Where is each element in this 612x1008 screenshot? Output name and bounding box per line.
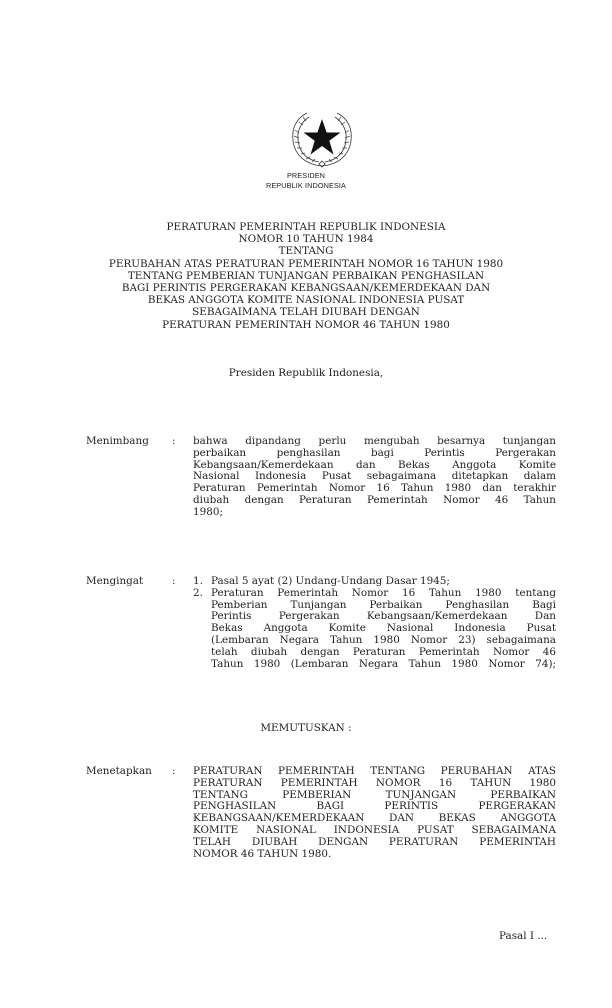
content-line: NOMOR 46 TAHUN 1980. (193, 847, 332, 860)
title-line: TENTANG (278, 245, 334, 258)
section-content (193, 436, 556, 519)
section-colon: : (172, 765, 176, 777)
content-line: PENGHASILAN BAGI PERINTIS PERGERAKAN (193, 800, 556, 813)
title-line: PERATURAN PEMERINTAH NOMOR 46 TAHUN 1980 (162, 318, 450, 331)
title-line: PERATURAN PEMERINTAH REPUBLIK INDONESIA (166, 221, 446, 233)
emblem-caption-president: PRESIDEN (286, 171, 326, 180)
section-label: Menetapkan (86, 765, 152, 777)
content-line: KOMITE NASIONAL INDONESIA PUSAT SEBAGAIMANA (193, 823, 556, 836)
section-colon: : (172, 435, 176, 447)
content-line: PERATURAN PEMERINTAH TENTANG PERUBAHAN ATAS (193, 765, 556, 777)
title-line: BAGI PERINTIS PERGERAKAN KEBANGSAAN/KEMERDEKAAN DAN (121, 282, 491, 295)
content-line: telah diubah dengan Peraturan Pemerintah Nomor 46 (211, 645, 556, 658)
section-label: Menimbang (86, 435, 149, 447)
document-title (60, 221, 552, 331)
content-line: perbaikan penghasilan bagi Perintis Pergerakan (193, 446, 556, 459)
section-content (193, 766, 556, 860)
emblem-caption-republic: REPUBLIK INDONESIA (265, 181, 347, 190)
content-line: TENTANG PEMBERIAN TUNJANGAN PERBAIKAN (193, 788, 556, 801)
section-label: Mengingat (86, 575, 144, 587)
content-line: Tahun 1980 (Lembaran Negara Tahun 1980 Nomor 74); (211, 657, 556, 670)
content-line: (Lembaran Negara Tahun 1980 Nomor 23) sebagaimana (211, 633, 556, 646)
president-line: Presiden Republik Indonesia, (228, 367, 384, 379)
content-line: TELAH DIUBAH DENGAN PERATURAN PEMERINTAH (193, 835, 556, 848)
page-continuation: Pasal I ... (499, 930, 548, 942)
content-line: Perintis Pergerakan Kebangsaan/Kemerdekaan Dan (211, 610, 556, 623)
list-item (193, 588, 556, 671)
title-line: PERUBAHAN ATAS PERATURAN PEMERINTAH NOMOR 16 TAHUN 1980 (108, 257, 504, 270)
content-line: Bekas Anggota Komite Nasional Indonesia Pusat (211, 622, 556, 635)
content-line: 1980; (193, 505, 223, 518)
memutuskan-heading: MEMUTUSKAN : (260, 722, 352, 734)
content-line: Nasional Indonesia Pusat sebagaimana ditetapkan dalam (193, 470, 556, 483)
content-line: diubah dengan Peraturan Pemerintah Nomor 46 Tahun (193, 493, 556, 506)
title-line: NOMOR 10 TAHUN 1984 (238, 233, 374, 246)
title-line: SEBAGAIMANA TELAH DIUBAH DENGAN (192, 306, 420, 319)
content-line: KEBANGSAAN/KEMERDEKAAN DAN BEKAS ANGGOTA (193, 812, 556, 825)
content-line: bahwa dipandang perlu mengubah besarnya tunjangan (193, 435, 556, 447)
numbered-list (193, 576, 556, 670)
title-line: BEKAS ANGGOTA KOMITE NASIONAL INDONESIA PUSAT (147, 294, 465, 307)
list-number: 2. (193, 586, 203, 599)
list-number: 1. (193, 575, 203, 587)
content-line: PERATURAN PEMERINTAH NOMOR 16 TAHUN 1980 (193, 776, 556, 789)
content-line: Peraturan Pemerintah Nomor 16 Tahun 1980 dan terakhir (193, 482, 556, 495)
content-line: Pemberian Tunjangan Perbaikan Penghasilan Bagi (211, 598, 556, 611)
content-line: Kebangsaan/Kemerdekaan dan Bekas Anggota Komite (193, 458, 556, 471)
content-line: Peraturan Pemerintah Nomor 16 Tahun 1980 tentang (211, 586, 556, 599)
garuda-emblem-icon (279, 110, 365, 168)
section-colon: : (172, 575, 176, 587)
content-line: Pasal 5 ayat (2) Undang-Undang Dasar 1945; (211, 575, 450, 587)
title-line: TENTANG PEMBERIAN TUNJANGAN PERBAIKAN PENGHASILAN (127, 269, 485, 282)
